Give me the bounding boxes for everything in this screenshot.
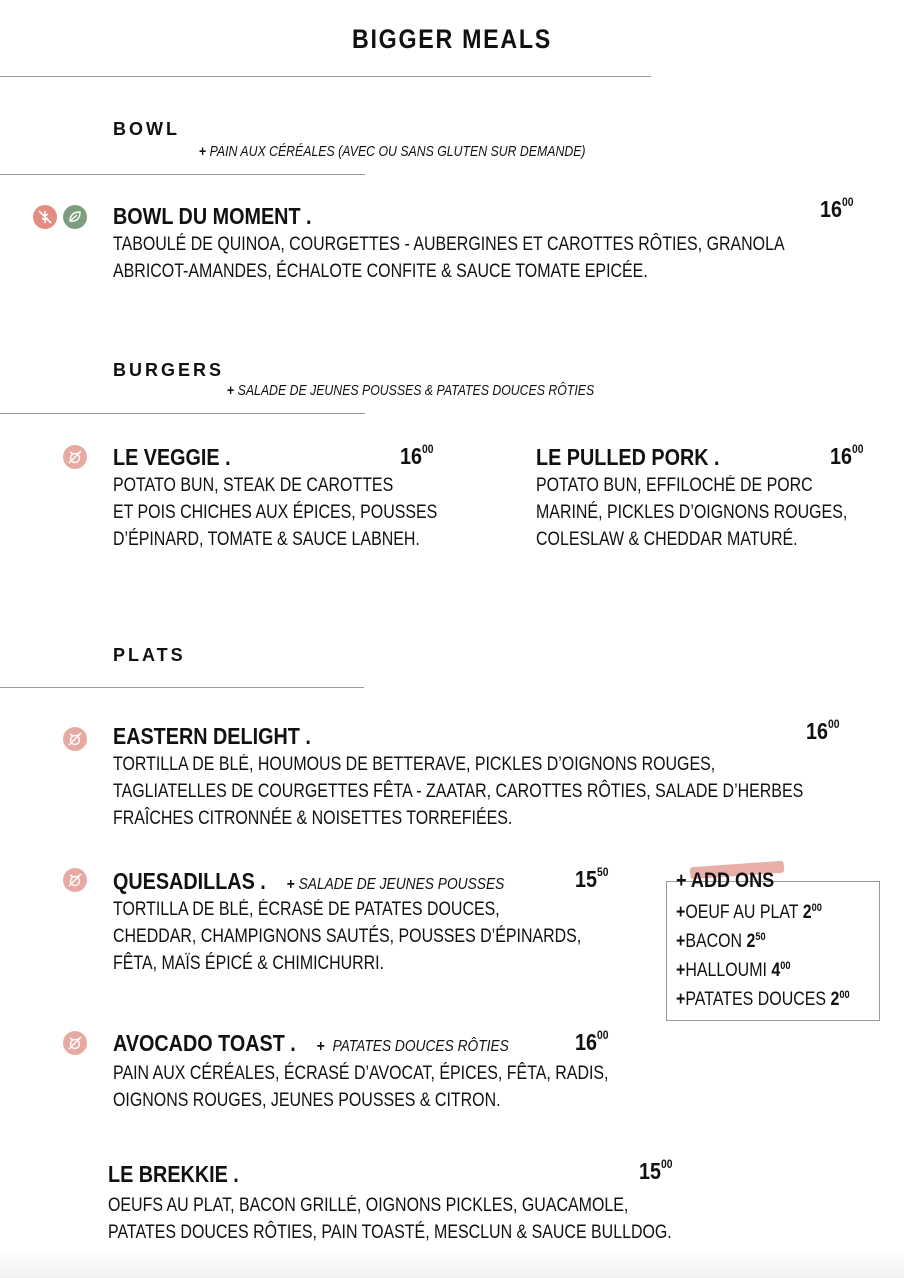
page-title: BIGGER MEALS xyxy=(352,24,552,54)
price-cents: 50 xyxy=(755,931,766,943)
addons-plus: + xyxy=(676,869,687,892)
bowl-divider xyxy=(0,174,365,175)
no-gluten-icon xyxy=(33,205,57,229)
addon-label: PATATES DOUCES xyxy=(685,989,827,1010)
bowl-section-note xyxy=(199,143,586,160)
item-name-text: AVOCADO TOAST . xyxy=(113,1030,296,1056)
note-plus: + xyxy=(227,382,235,399)
page-bottom-shade xyxy=(0,1250,904,1278)
section-title-burgers: BURGERS xyxy=(113,360,225,380)
price-cents: 50 xyxy=(597,865,609,879)
note-text: SALADE DE JEUNES POUSSES & PATATES DOUCES RÔTIES xyxy=(237,382,595,399)
item-name-quesadillas xyxy=(113,868,504,895)
vegan-icon xyxy=(63,205,87,229)
addon-plus: + xyxy=(676,989,686,1010)
addon-price xyxy=(771,960,790,981)
desc-line: ET POIS CHICHES AUX ÉPICES, POUSSES xyxy=(113,502,438,523)
addon-label: HALLOUMI xyxy=(685,960,767,981)
price-cents: 00 xyxy=(839,989,850,1001)
addons-title-text: ADD ONS xyxy=(690,869,775,892)
section-title-plats: PLATS xyxy=(113,645,186,665)
addon-plus: + xyxy=(676,960,686,981)
price-main: 16 xyxy=(806,718,829,744)
desc-line: D’ÉPINARD, TOMATE & SAUCE LABNEH. xyxy=(113,529,420,550)
desc-line: POTATO BUN, STEAK DE CAROTTES xyxy=(113,475,394,496)
price-cents: 00 xyxy=(811,902,822,914)
desc-line: ABRICOT-AMANDES, ÉCHALOTE CONFITE & SAUCE TOMATE EPICÉE. xyxy=(113,261,648,282)
addon-label: BACON xyxy=(685,931,743,952)
item-price-bowl-du-moment xyxy=(820,196,853,223)
item-desc-eastern-delight xyxy=(113,751,803,832)
item-name-bowl-du-moment: BOWL DU MOMENT . xyxy=(113,203,312,229)
item-price-eastern-delight xyxy=(806,718,839,745)
addon-price xyxy=(830,989,849,1010)
note-plus: + xyxy=(286,876,295,893)
price-cents: 00 xyxy=(780,960,791,972)
price-cents: 00 xyxy=(842,195,854,209)
desc-line: COLESLAW & CHEDDAR MATURÉ. xyxy=(536,529,798,550)
note-text: PATATES DOUCES RÔTIES xyxy=(332,1038,509,1055)
item-price-avocado-toast xyxy=(575,1029,608,1056)
item-desc-quesadillas xyxy=(113,896,581,977)
price-cents: 00 xyxy=(828,717,840,731)
item-price-quesadillas xyxy=(575,866,608,893)
desc-line: TABOULÉ DE QUINOA, COURGETTES - AUBERGINES ET CAROTTES RÔTIES, GRANOLA xyxy=(113,234,785,255)
item-name-text: QUESADILLAS . xyxy=(113,868,266,894)
desc-line: OEUFS AU PLAT, BACON GRILLÉ, OIGNONS PICKLES, GUACAMOLE, xyxy=(108,1195,629,1216)
addon-label: OEUF AU PLAT xyxy=(685,902,799,923)
item-desc-avocado-toast xyxy=(113,1060,608,1114)
price-main: 16 xyxy=(820,196,843,222)
note-text: SALADE DE JEUNES POUSSES xyxy=(298,876,505,893)
desc-line: TAGLIATELLES DE COURGETTES FÊTA - ZAATAR, CAROTTES RÔTIES, SALADE D’HERBES xyxy=(113,781,804,802)
price-main: 2 xyxy=(802,902,812,923)
note-text: PAIN AUX CÉRÉALES (AVEC OU SANS GLUTEN SUR DEMANDE) xyxy=(209,143,586,160)
addon-row xyxy=(676,960,791,982)
plats-divider xyxy=(0,687,364,688)
item-name-le-brekkie: LE BREKKIE . xyxy=(108,1161,239,1187)
desc-line: FRAÎCHES CITRONNÉE & NOISETTES TORREFIÉES. xyxy=(113,808,513,829)
price-main: 16 xyxy=(575,1029,598,1055)
addon-row xyxy=(676,931,766,953)
price-cents: 00 xyxy=(852,442,864,456)
desc-line: OIGNONS ROUGES, JEUNES POUSSES & CITRON. xyxy=(113,1090,501,1111)
item-desc-le-brekkie xyxy=(108,1192,672,1246)
item-name-le-veggie: LE VEGGIE . xyxy=(113,444,231,470)
item-note xyxy=(287,876,505,893)
title-divider xyxy=(0,76,651,77)
addon-plus: + xyxy=(676,931,686,952)
price-main: 15 xyxy=(575,866,598,892)
addon-price xyxy=(747,931,766,952)
price-cents: 00 xyxy=(422,442,434,456)
item-price-le-veggie xyxy=(400,443,433,470)
item-desc-bowl-du-moment xyxy=(113,231,785,285)
item-name-avocado-toast xyxy=(113,1030,509,1057)
addon-row xyxy=(676,989,850,1011)
vegetarian-icon xyxy=(63,727,87,751)
price-main: 4 xyxy=(771,960,781,981)
addon-plus: + xyxy=(676,902,686,923)
item-note xyxy=(317,1038,509,1055)
desc-line: MARINÉ, PICKLES D’OIGNONS ROUGES, xyxy=(536,502,848,523)
item-name-eastern-delight: EASTERN DELIGHT . xyxy=(113,723,311,749)
desc-line: TORTILLA DE BLÉ, HOUMOUS DE BETTERAVE, PICKLES D’OIGNONS ROUGES, xyxy=(113,754,716,775)
addon-price xyxy=(803,902,822,923)
price-main: 2 xyxy=(746,931,756,952)
note-plus: + xyxy=(316,1038,325,1055)
desc-line: TORTILLA DE BLÉ, ÉCRASÉ DE PATATES DOUCES, xyxy=(113,899,500,920)
price-cents: 00 xyxy=(661,1157,673,1171)
burgers-divider xyxy=(0,413,365,414)
desc-line: CHEDDAR, CHAMPIGNONS SAUTÉS, POUSSES D’ÉPINARDS, xyxy=(113,926,582,947)
vegetarian-icon xyxy=(63,1031,87,1055)
addon-row xyxy=(676,902,822,924)
item-price-le-brekkie xyxy=(639,1158,672,1185)
desc-line: POTATO BUN, EFFILOCHÉ DE PORC xyxy=(536,475,813,496)
desc-line: PATATES DOUCES RÔTIES, PAIN TOASTÉ, MESCLUN & SAUCE BULLDOG. xyxy=(108,1222,672,1243)
desc-line: PAIN AUX CÉRÉALES, ÉCRASÉ D’AVOCAT, ÉPICES, FÊTA, RADIS, xyxy=(113,1063,609,1084)
item-price-le-pulled-pork xyxy=(830,443,863,470)
item-desc-le-veggie xyxy=(113,472,437,553)
item-desc-le-pulled-pork xyxy=(536,472,847,553)
burgers-section-note xyxy=(227,382,594,399)
desc-line: FÊTA, MAÏS ÉPICÉ & CHIMICHURRI. xyxy=(113,953,385,974)
vegetarian-icon xyxy=(63,868,87,892)
price-cents: 00 xyxy=(597,1028,609,1042)
price-main: 16 xyxy=(830,443,853,469)
addons-title xyxy=(676,869,778,893)
item-name-le-pulled-pork: LE PULLED PORK . xyxy=(536,444,720,470)
price-main: 16 xyxy=(400,443,423,469)
vegetarian-icon xyxy=(63,445,87,469)
price-main: 15 xyxy=(639,1158,662,1184)
price-main: 2 xyxy=(830,989,840,1010)
note-plus: + xyxy=(199,143,207,160)
section-title-bowl: BOWL xyxy=(113,119,180,139)
